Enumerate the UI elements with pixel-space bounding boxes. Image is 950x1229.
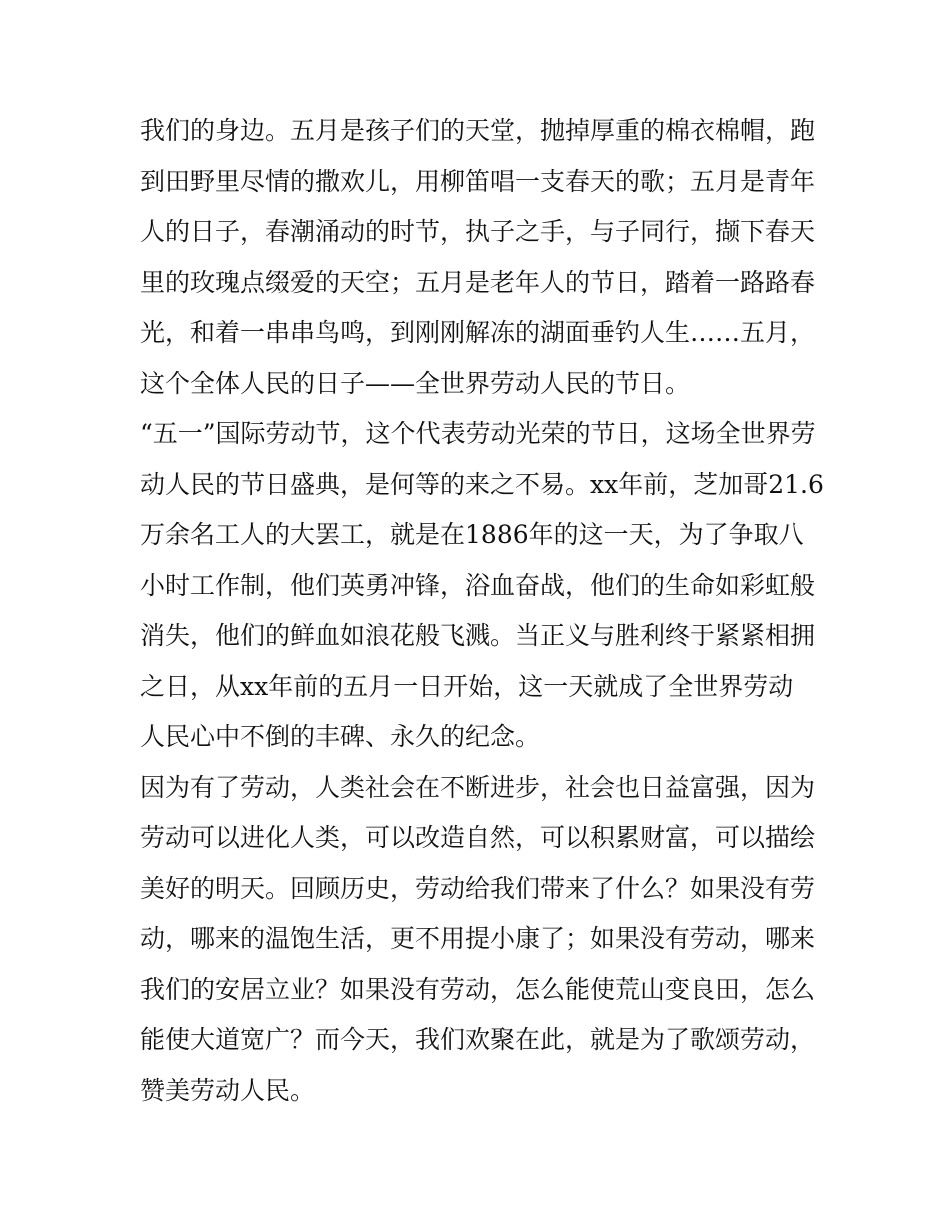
text-line: 我们的安居立业？如果没有劳动，怎么能使荒山变良田，怎么 <box>140 974 816 1004</box>
text-line: 美好的明天。回顾历史，劳动给我们带来了什么？如果没有劳 <box>140 873 816 903</box>
text-line: 人的日子，春潮涌动的时节，执子之手，与子同行，撷下春天 <box>140 217 816 246</box>
text-line: 之日，从xx年前的五月一日开始，这一天就成了全世界劳动 <box>140 671 794 701</box>
text-line: 这个全体人民的日子——全世界劳动人民的节日。 <box>140 368 691 398</box>
document-body <box>140 106 824 1116</box>
text-line: 赞美劳动人民。 <box>140 1075 316 1105</box>
text-line: 因为有了劳动，人类社会在不断进步，社会也日益富强，因为 <box>140 772 816 802</box>
text-line: 小时工作制，他们英勇冲锋，浴血奋战，他们的生命如彩虹般 <box>140 570 816 600</box>
text-line: 消失，他们的鲜血如浪花般飞溅。当正义与胜利终于紧紧相拥 <box>140 621 816 650</box>
text-line: 动人民的节日盛典，是何等的来之不易。xx年前，芝加哥21.6 <box>140 469 824 499</box>
paragraph-labor-day-history <box>140 409 824 763</box>
text-line: 人民心中不倒的丰碑、永久的纪念。 <box>140 722 541 751</box>
text-line: “五一”国际劳动节，这个代表劳动光荣的节日，这场全世界劳 <box>140 419 816 448</box>
paragraph-value-of-labor <box>140 763 820 1117</box>
text-line: 劳动可以进化人类，可以改造自然，可以积累财富，可以描绘 <box>140 823 816 852</box>
text-line: 万余名工人的大罢工，就是在1886年的这一天，为了争取八 <box>140 520 804 549</box>
text-line: 里的玫瑰点缀爱的天空；五月是老年人的节日，踏着一路路春 <box>140 267 816 297</box>
text-line: 能使大道宽广？而今天，我们欢聚在此，就是为了歌颂劳动， <box>140 1025 816 1054</box>
paragraph-may-seasons <box>140 106 820 409</box>
text-line: 动，哪来的温饱生活，更不用提小康了；如果没有劳动，哪来 <box>140 924 816 953</box>
text-line: 我们的身边。五月是孩子们的天堂，抛掉厚重的棉衣棉帽，跑 <box>140 116 816 145</box>
text-line: 光，和着一串串鸟鸣，到刚刚解冻的湖面垂钓人生……五月， <box>140 318 816 347</box>
text-line: 到田野里尽情的撒欢儿，用柳笛唱一支春天的歌；五月是青年 <box>140 166 816 196</box>
